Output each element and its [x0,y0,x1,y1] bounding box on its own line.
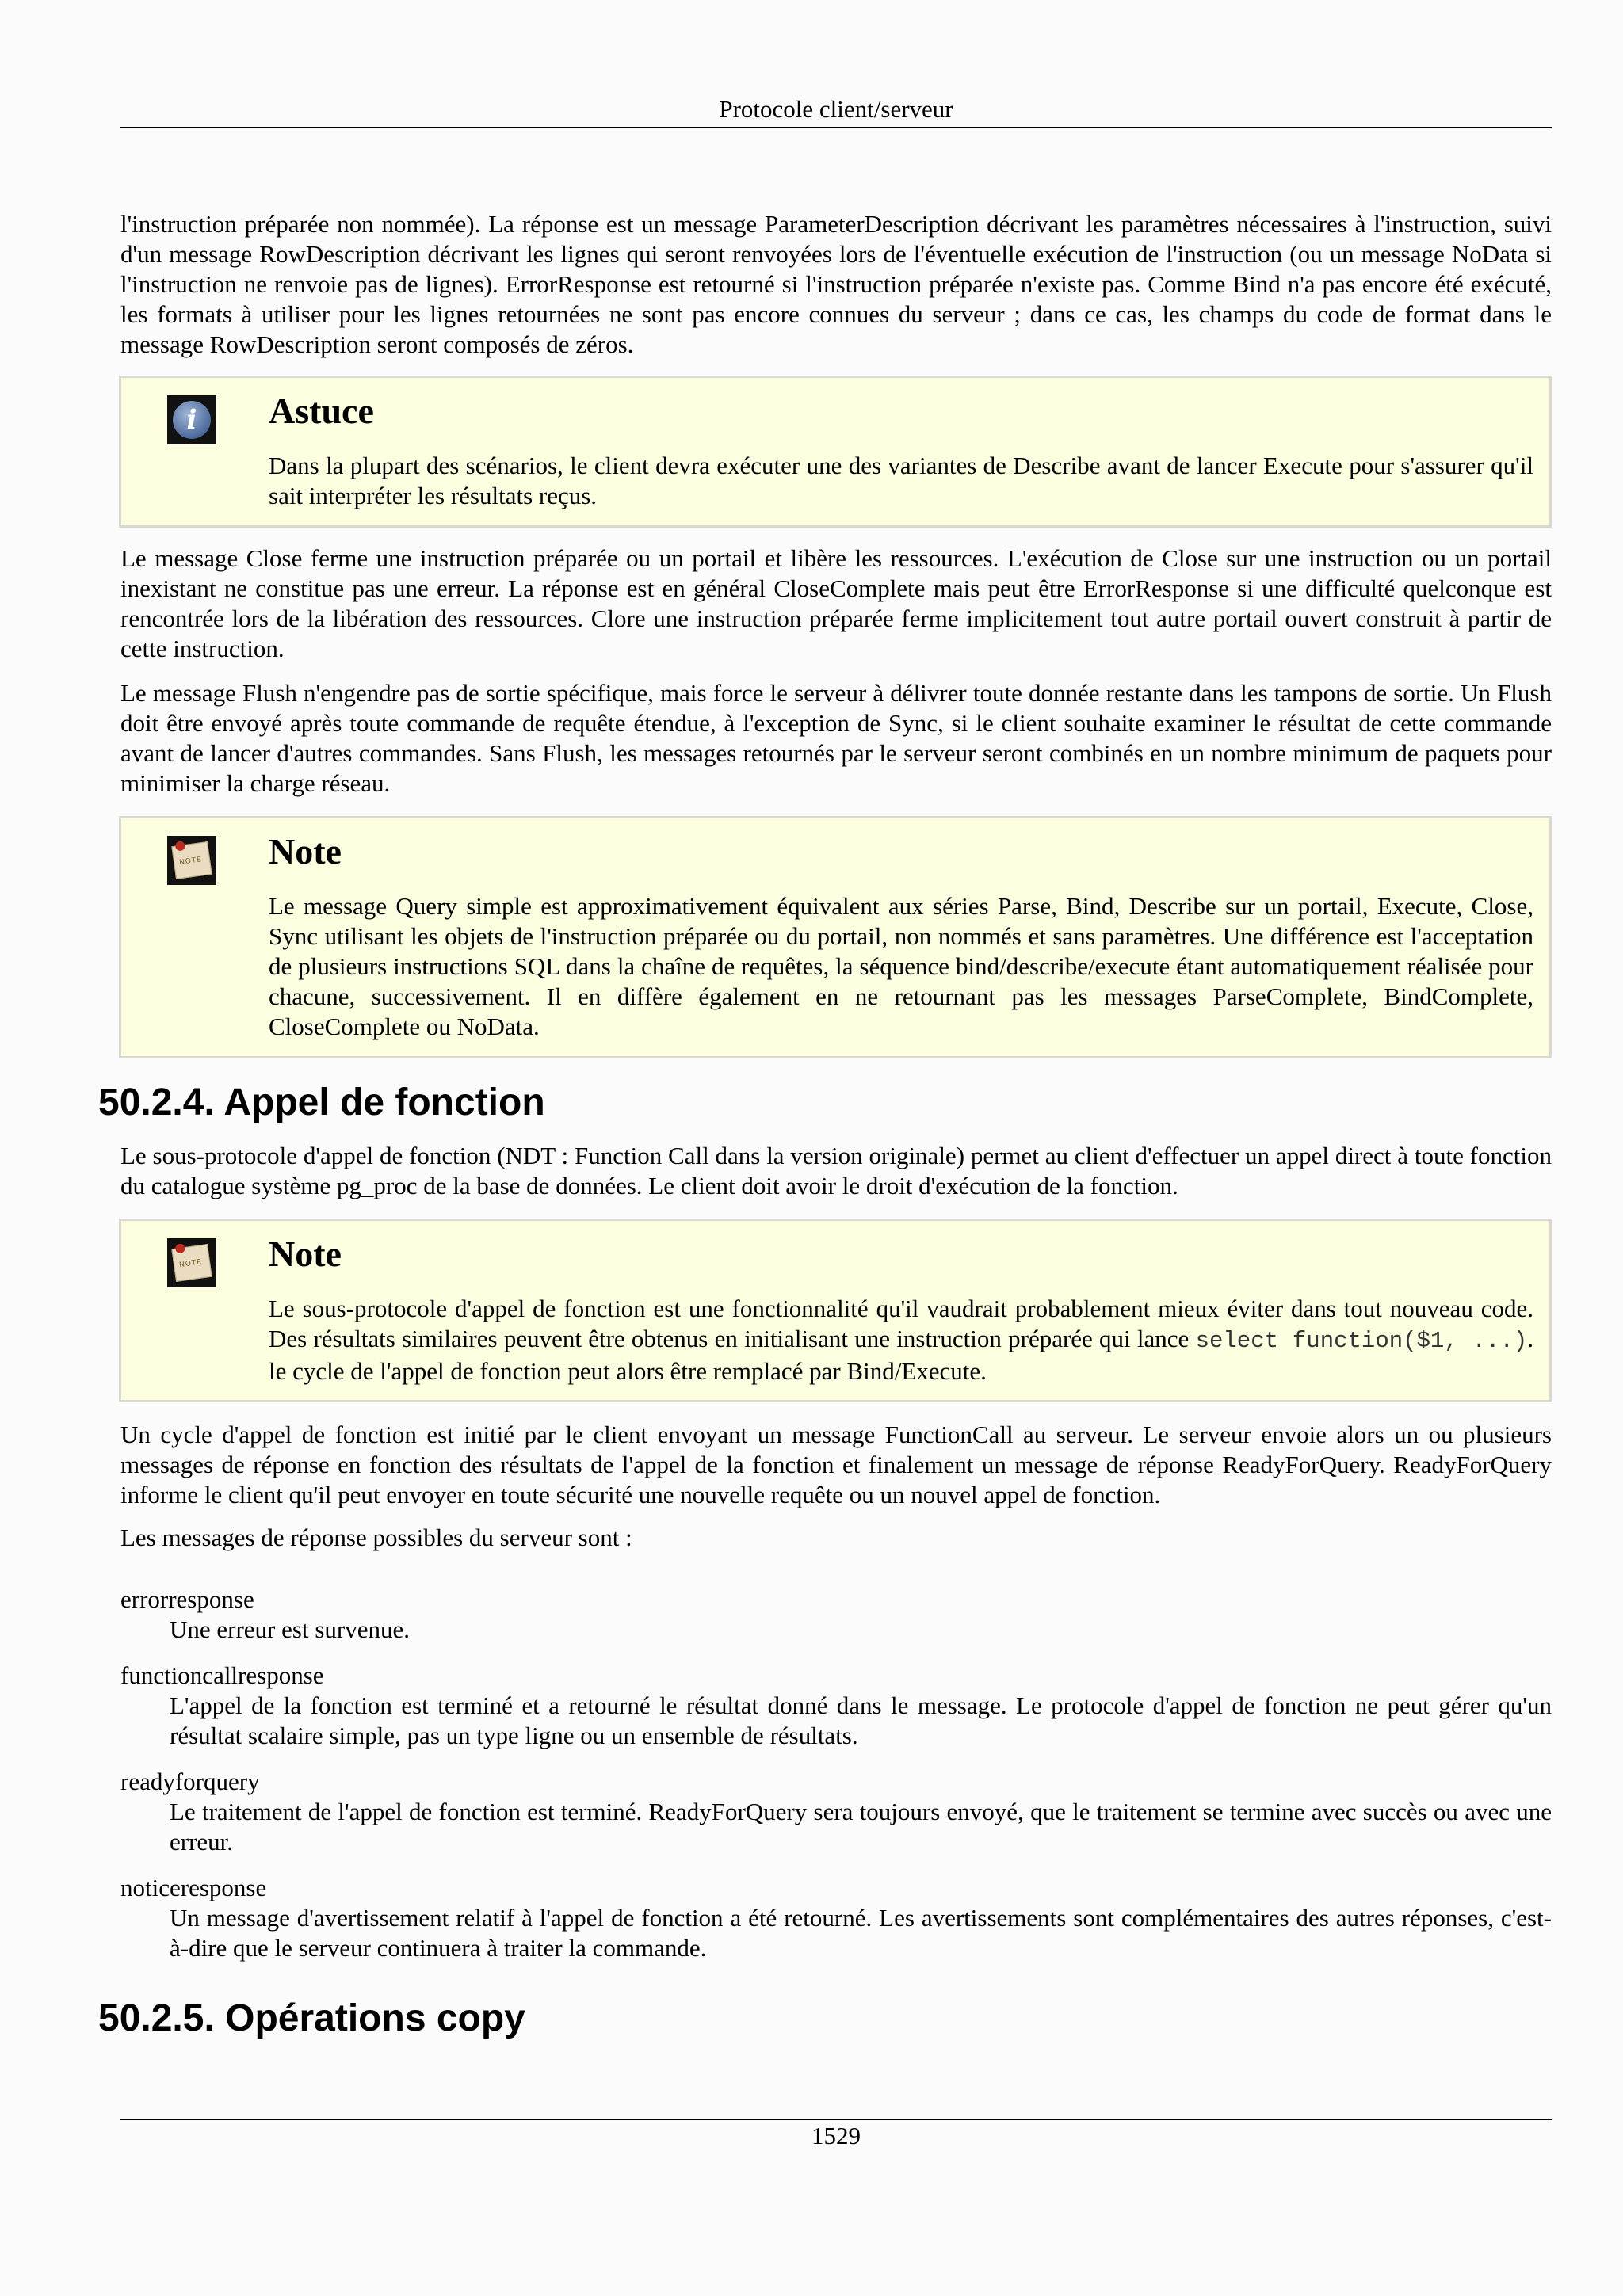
tip-title: Astuce [269,391,374,431]
paragraph-flush: Le message Flush n'engendre pas de sortie spécifique, mais force le serveur à délivrer toute donnée restante dans les tampons de sortie. Un Flush doit être envoyé après toute commande de requête étendue, à l'exception de Sync, si le client souhaite examiner le résultat de cette commande avant de lancer d'autres commandes. Sans Flush, les messages retournés par le serveur seront combinés en un nombre minimum de paquets pour minimiser la charge réseau. [120,679,1552,797]
note-box-function-call [119,1219,1552,1402]
paragraph-responses-intro: Les messages de réponse possibles du serveur sont : [120,1524,632,1551]
note-box-query [119,816,1552,1058]
list-item [120,1767,1552,1857]
code-snippet: select function($1, ...) [1195,1328,1528,1354]
paragraph-function-call-intro: Le sous-protocole d'appel de fonction (NDT : Function Call dans la version originale) permet au client d'effectuer un appel direct à toute fonction du catalogue système pg_proc de la base de données. Le client doit avoir le droit d'exécution de la fonction. [120,1142,1552,1199]
response-term: errorresponse [120,1585,254,1613]
section-heading-function-call: 50.2.4. Appel de fonction [98,1081,545,1123]
paragraph-close: Le message Close ferme une instruction préparée ou un portail et libère les ressources. L'exécution de Close sur une instruction ou un portail inexistant ne constitue pas une erreur. La réponse est en général CloseComplete mais peut être ErrorResponse si une difficulté quelconque est rencontrée lors de la libération des ressources. Clore une instruction préparée ferme implicitement tout autre portail ouvert construit à partir de cette instruction. [120,544,1552,662]
response-definition: L'appel de la fonction est terminé et a retourné le résultat donné dans le message. Le protocole d'appel de fonction ne peut gérer qu'un résultat scalaire simple, pas un type ligne ou un ensemble de résultats. [170,1691,1552,1749]
paragraph-describe-response: l'instruction préparée non nommée). La réponse est un message ParameterDescription décrivant les paramètres nécessaires à l'instruction, suivi d'un message RowDescription décrivant les lignes qui seront renvoyées lors de l'éventuelle exécution de l'instruction (ou un message NoData si l'instruction ne renvoie pas de lignes). ErrorResponse est retourné si l'instruction préparée n'existe pas. Comme Bind n'a pas encore été exécuté, les formats à utiliser pour les lignes retournées ne sont pas encore connues du serveur ; dans ce cas, les champs du code de format dans le message RowDescription seront composés de zéros. [120,210,1552,358]
response-definition: Une erreur est survenue. [170,1615,410,1643]
page-number: 1529 [812,2122,861,2149]
response-definition: Un message d'avertissement relatif à l'appel de fonction a été retourné. Les avertissements sont complémentaires des autres réponses, c'est-à-dire que le serveur continuera à traiter la commande. [170,1904,1552,1962]
header-rule [120,127,1552,128]
tip-text: Dans la plupart des scénarios, le client devra exécuter une des variantes de Describe avant de lancer Execute pour s'assurer qu'il sait interpréter les résultats reçus. [269,452,1533,509]
note-icon: NOTE [167,1238,216,1287]
note-text: Le message Query simple est approximativement équivalent aux séries Parse, Bind, Describe sur un portail, Execute, Close, Sync utilisant les objets de l'instruction préparée ou du portail, non nommés et sans paramètres. Une différence est l'acceptation de plusieurs instructions SQL dans la chaîne de requêtes, la séquence bind/describe/execute étant automatiquement réalisée pour chacune, successivement. Il en diffère également en ne retournant pas les messages ParseComplete, BindComplete, CloseComplete ou NoData. [269,892,1533,1040]
info-icon: i [167,395,216,444]
list-item [120,1873,1552,1963]
response-term: readyforquery [120,1768,260,1795]
note-title: Note [269,1234,342,1274]
response-definition: Le traitement de l'appel de fonction est terminé. ReadyForQuery sera toujours envoyé, que le traitement se termine avec succès ou avec une erreur. [170,1798,1552,1855]
note-text: Le sous-protocole d'appel de fonction est une fonctionnalité qu'il vaudrait probablement mieux éviter dans tout nouveau code. Des résultats similaires peuvent être obtenus en initialisant une instruction préparée qui lance select function($1, ...). le cycle de l'appel de fonction peut alors être remplacé par Bind/Execute. [269,1295,1534,1385]
tip-box [119,376,1552,528]
note-title: Note [269,831,342,871]
section-heading-copy: 50.2.5. Opérations copy [98,1997,525,2039]
list-item [120,1585,1552,1645]
running-header: Protocole client/serveur [719,95,953,123]
paragraph-function-cycle: Un cycle d'appel de fonction est initié par le client envoyant un message FunctionCall au serveur. Le serveur envoie alors un ou plusieurs messages de réponse en fonction des résultats de l'appel de la fonction et finalement un message de réponse ReadyForQuery. ReadyForQuery informe le client qu'il peut envoyer en toute sécurité une nouvelle requête ou un nouvel appel de fonction. [120,1421,1552,1508]
response-term: noticeresponse [120,1874,267,1901]
responses-list [120,1585,1552,1963]
response-term: functioncallresponse [120,1661,324,1689]
note-icon: NOTE [167,836,216,885]
list-item [120,1661,1552,1751]
